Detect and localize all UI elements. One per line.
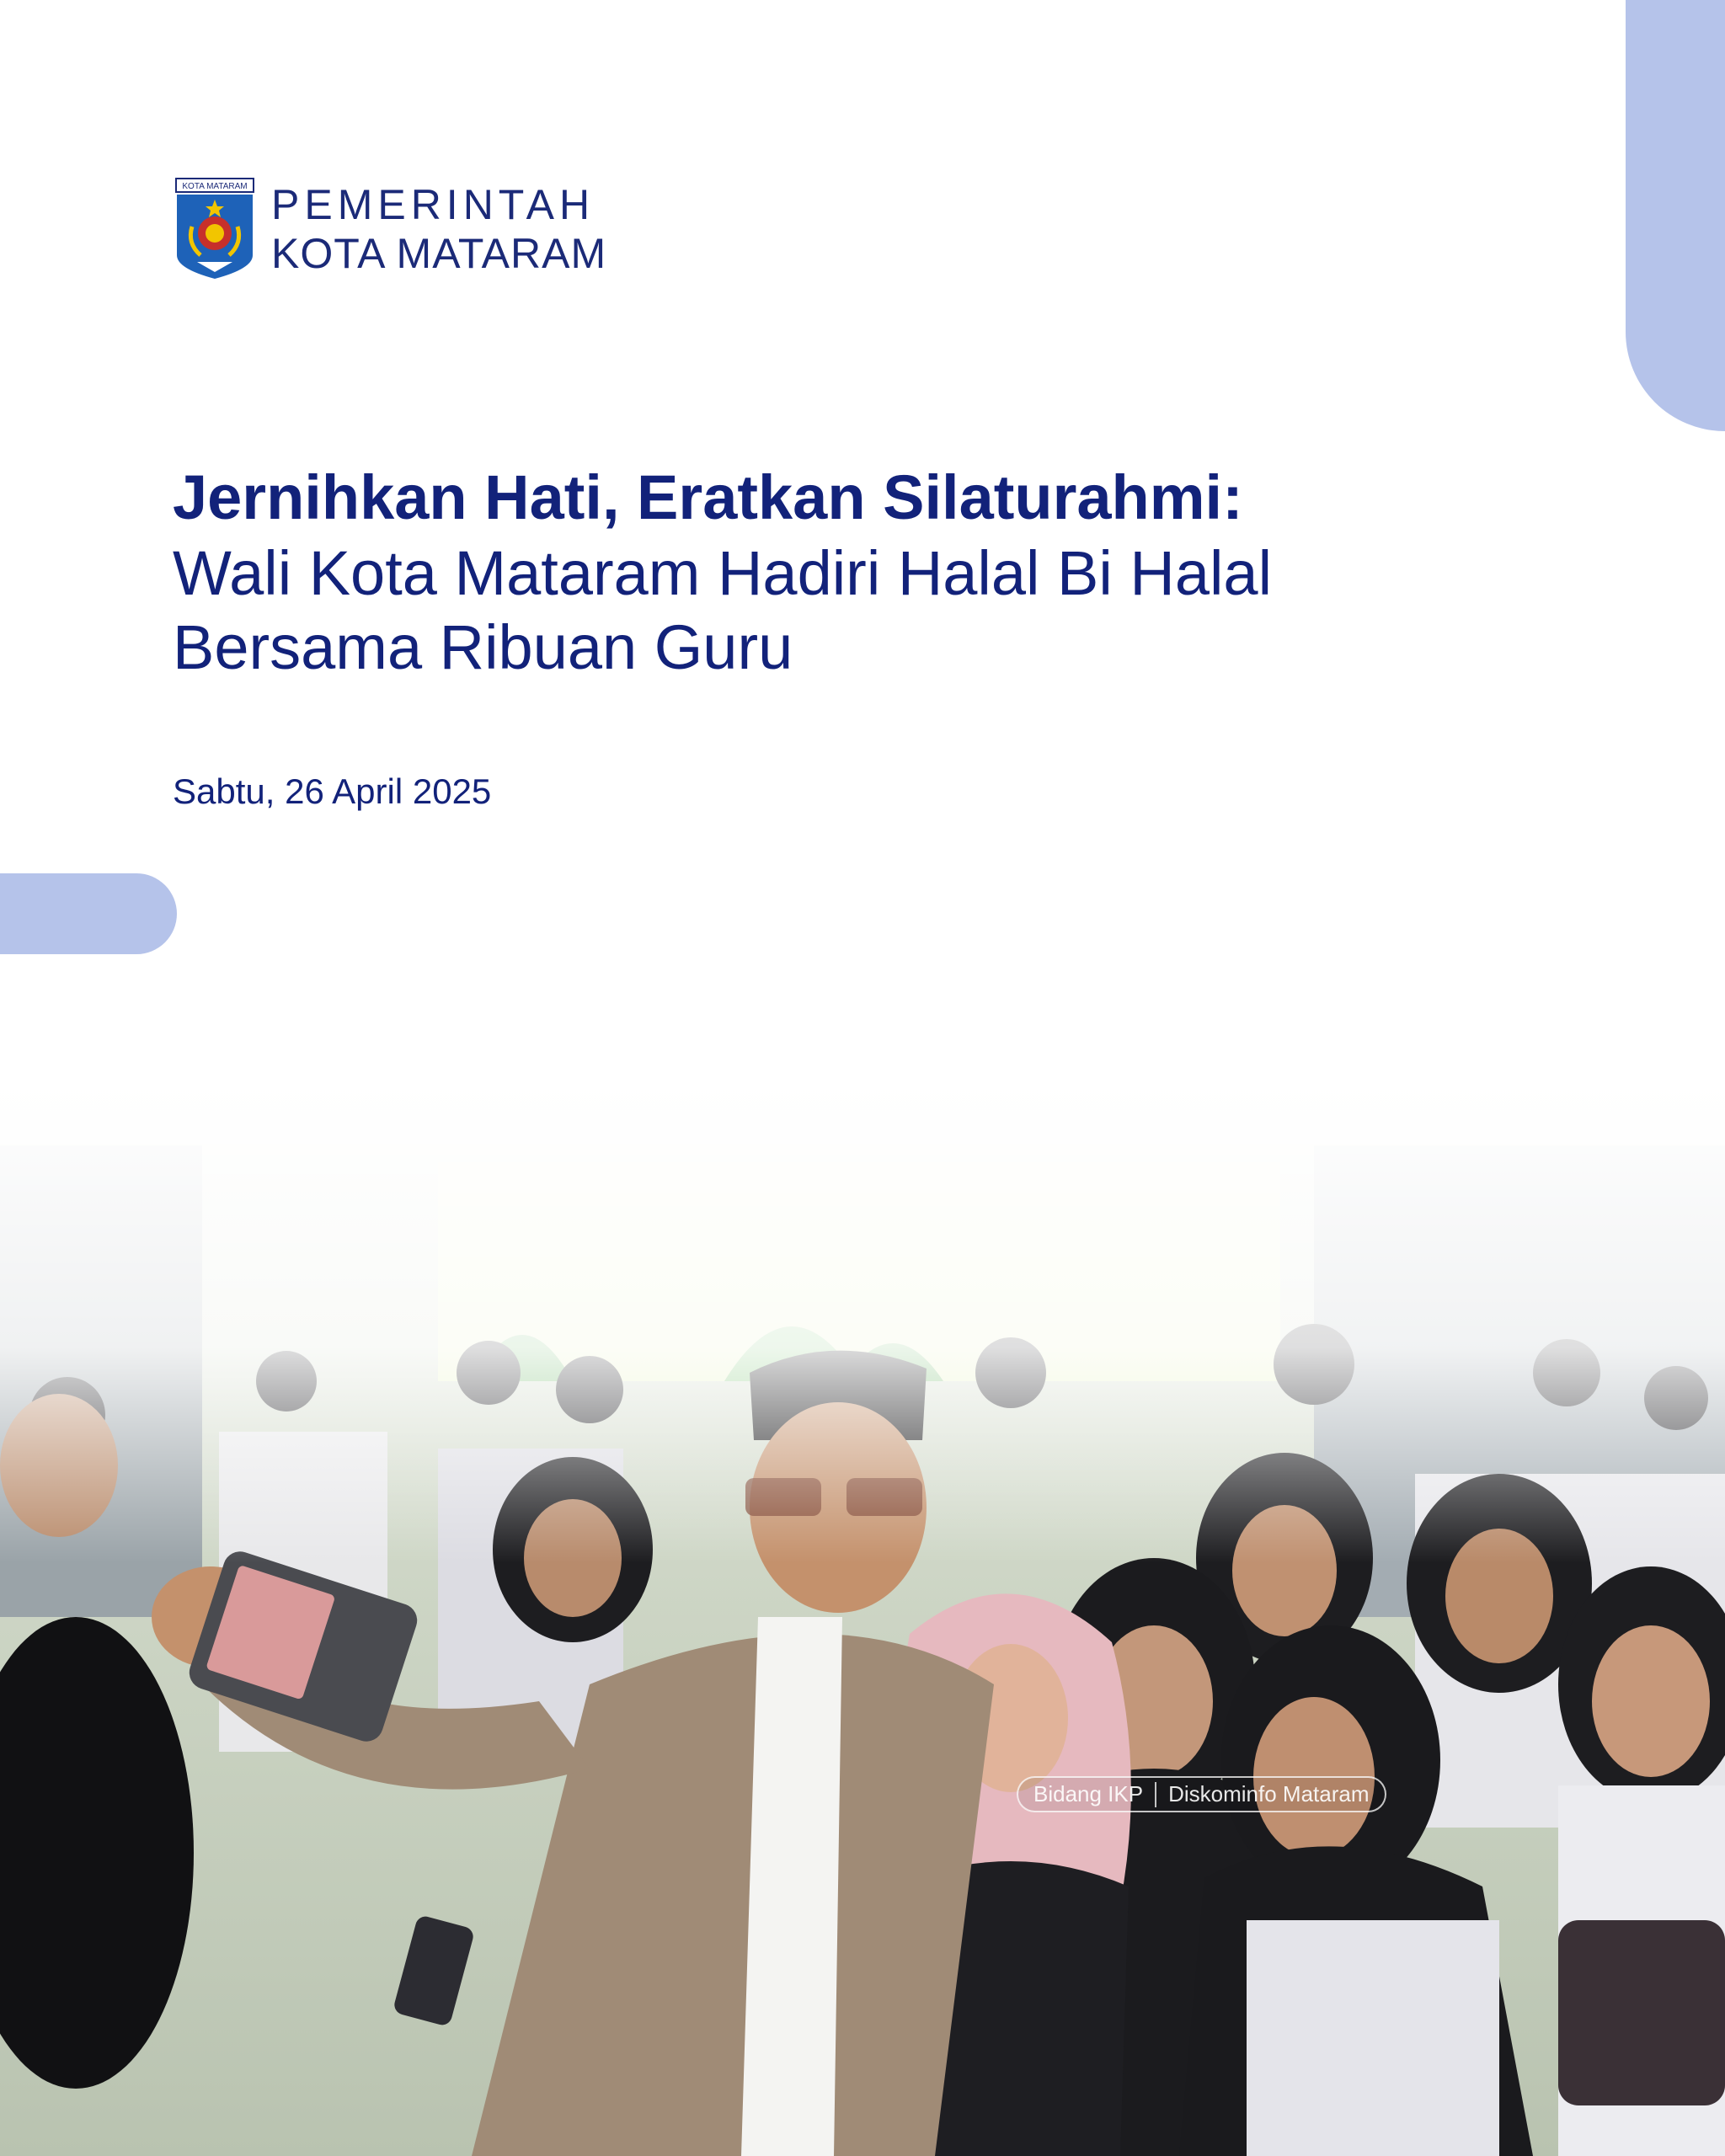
headline-line3: Bersama Ribuan Guru	[173, 612, 793, 682]
crest-label: KOTA MATARAM	[182, 182, 248, 191]
logo-text-line1: PEMERINTAH	[271, 180, 595, 228]
selfie-crowd-illustration	[0, 1078, 1725, 2156]
article-headline	[173, 459, 1605, 685]
watermark-right-text: Diskominfo Mataram	[1168, 1781, 1370, 1806]
watermark-left-text: Bidang IKP	[1033, 1781, 1144, 1806]
event-photo	[0, 1078, 1725, 2156]
decorative-pill-shape	[0, 873, 177, 954]
article-date: Sabtu, 26 April 2025	[173, 771, 492, 811]
city-crest-icon	[175, 178, 254, 280]
headline-line2: Wali Kota Mataram Hadiri Halal Bi Halal	[173, 538, 1273, 608]
watermark-divider	[1155, 1782, 1156, 1807]
photo-credit-watermark	[1017, 1776, 1386, 1812]
headline-bold: Jernihkan Hati, Eratkan Silaturahmi:	[173, 462, 1243, 532]
decorative-corner-shape	[1626, 0, 1725, 431]
city-logo	[175, 178, 606, 280]
logo-text-line2: KOTA MATARAM	[271, 229, 607, 277]
